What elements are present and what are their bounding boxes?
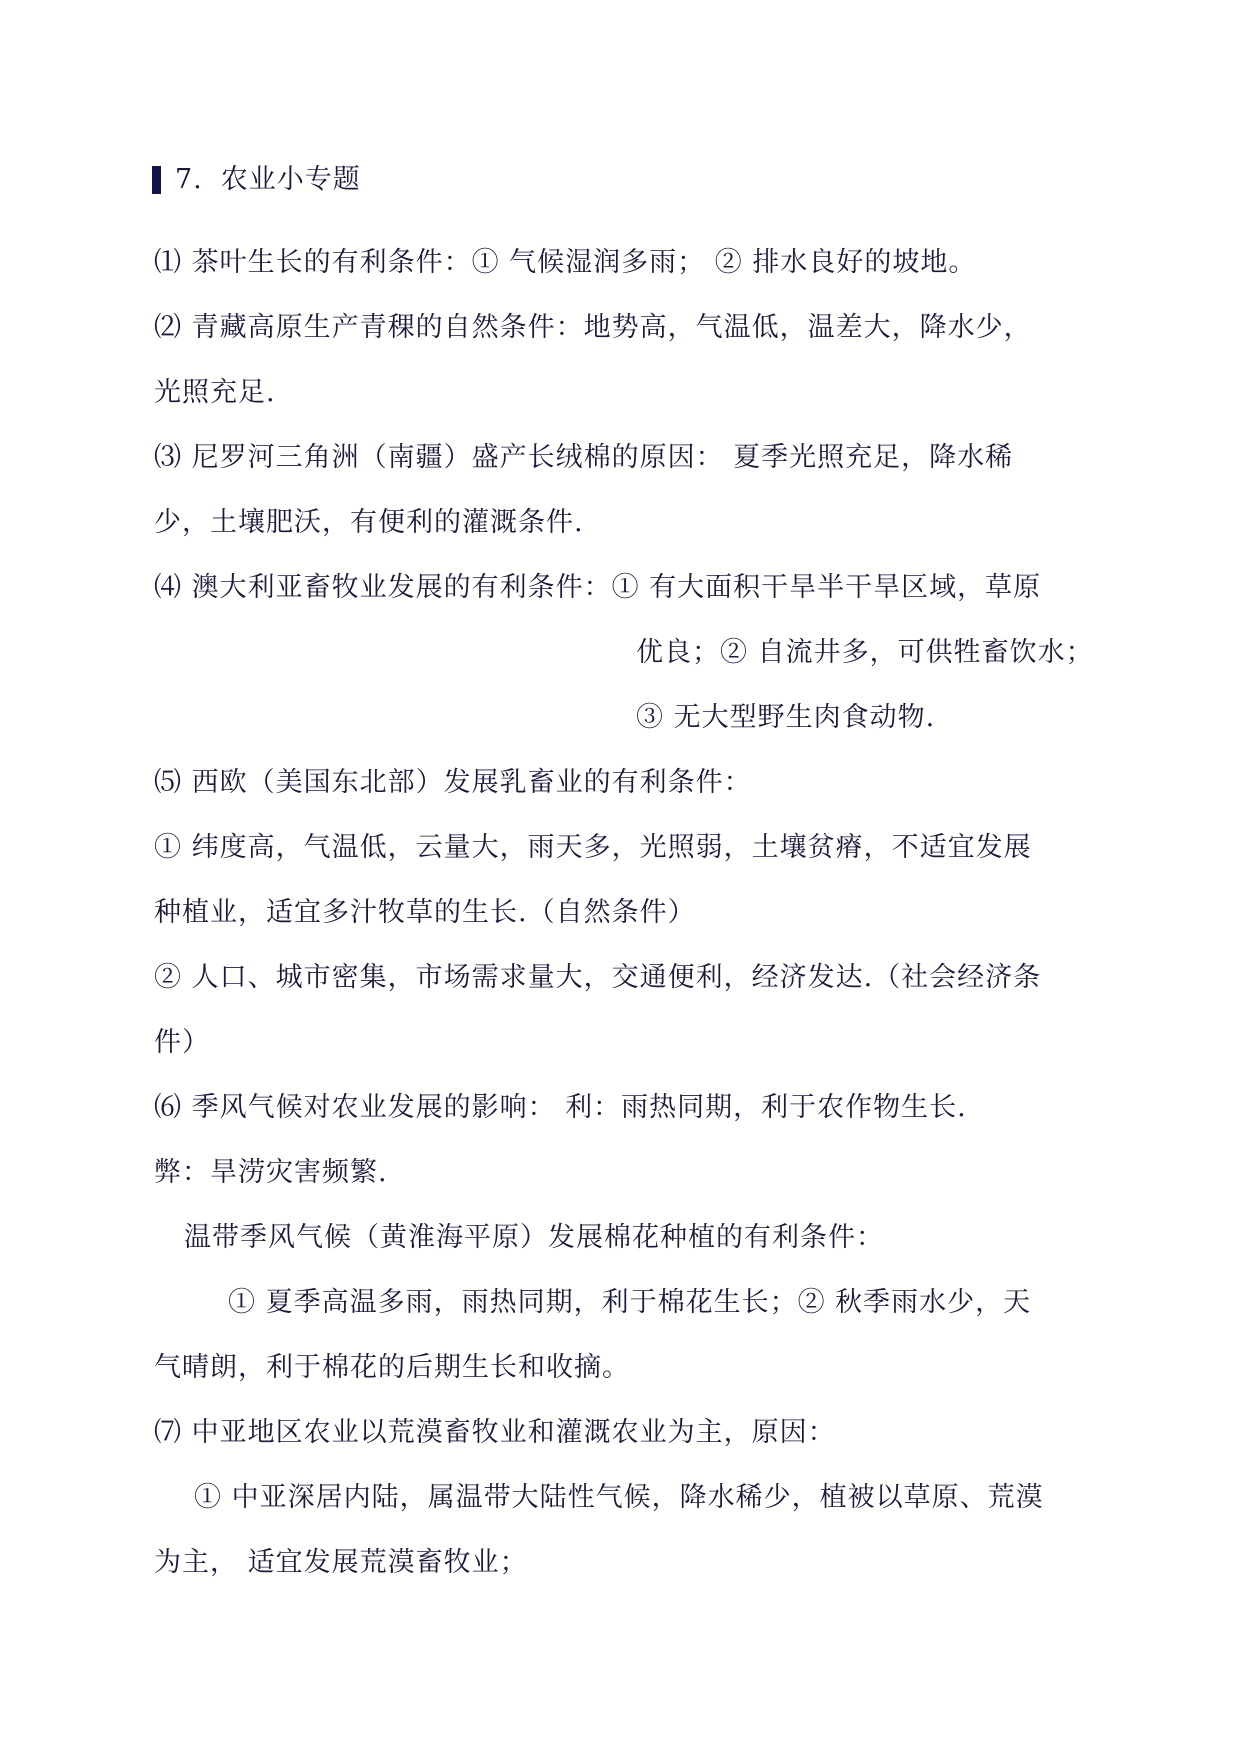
item-5-line-1 bbox=[154, 765, 752, 801]
item-4-line-1 bbox=[154, 570, 1041, 606]
item-2-line-2: 光照充足. bbox=[154, 377, 276, 408]
item-6-line-5: 气晴朗，利于棉花的后期生长和收摘。 bbox=[154, 1352, 630, 1383]
item-label: ⑶ bbox=[154, 442, 182, 473]
item-6-line-2: 弊：旱涝灾害频繁. bbox=[154, 1157, 388, 1188]
item-2-line-1 bbox=[154, 310, 1032, 346]
heading-number: 7. bbox=[175, 164, 203, 195]
item-6-line-3: 温带季风气候（黄淮海平原）发展棉花种植的有利条件： bbox=[184, 1222, 884, 1253]
heading-title: 农业小专题 bbox=[220, 164, 361, 195]
item-1-line-1 bbox=[154, 245, 976, 281]
item-label: ⑴ bbox=[154, 247, 182, 278]
item-label: ⑵ bbox=[154, 312, 182, 343]
item-3-line-2: 少，土壤肥沃，有便利的灌溉条件. bbox=[154, 507, 584, 538]
item-4-line-2: 优良；② 自流井多，可供牲畜饮水； bbox=[636, 637, 1094, 668]
item-label: ⑸ bbox=[154, 767, 182, 798]
item-6-line-1 bbox=[154, 1090, 967, 1126]
item-6-line-4: ① 夏季高温多雨，雨热同期，利于棉花生长；② 秋季雨水少，天 bbox=[228, 1287, 1032, 1318]
item-text: 季风气候对农业发展的影响： 利：雨热同期，利于农作物生长. bbox=[191, 1092, 967, 1123]
item-text: 西欧（美国东北部）发展乳畜业的有利条件： bbox=[191, 767, 752, 798]
item-label: ⑺ bbox=[154, 1417, 182, 1448]
item-text: 中亚地区农业以荒漠畜牧业和灌溉农业为主，原因： bbox=[191, 1417, 836, 1448]
item-5-line-2: ① 纬度高，气温低，云量大，雨天多，光照弱，土壤贫瘠，不适宜发展 bbox=[154, 832, 1032, 863]
item-label: ⑷ bbox=[154, 572, 182, 603]
item-4-line-3: ③ 无大型野生肉食动物. bbox=[636, 702, 936, 733]
item-7-line-2: ① 中亚深居内陆，属温带大陆性气候，降水稀少，植被以草原、荒漠 bbox=[194, 1482, 1044, 1513]
item-3-line-1 bbox=[154, 440, 1013, 476]
item-text: 尼罗河三角洲（南疆）盛产长绒棉的原因： 夏季光照充足，降水稀 bbox=[191, 442, 1014, 473]
item-text: 茶叶生长的有利条件：① 气候湿润多雨； ② 排水良好的坡地。 bbox=[191, 247, 977, 278]
item-5-line-5: 件） bbox=[154, 1027, 210, 1058]
item-7-line-3: 为主， 适宜发展荒漠畜牧业； bbox=[154, 1547, 528, 1578]
item-7-line-1 bbox=[154, 1415, 836, 1451]
item-text: 澳大利亚畜牧业发展的有利条件：① 有大面积干旱半干旱区域，草原 bbox=[191, 572, 1042, 603]
item-5-line-4: ② 人口、城市密集，市场需求量大，交通便利，经济发达.（社会经济条 bbox=[154, 962, 1042, 993]
section-heading bbox=[152, 162, 361, 198]
heading-marker-bar bbox=[152, 166, 161, 194]
item-text: 青藏高原生产青稞的自然条件：地势高，气温低，温差大，降水少， bbox=[191, 312, 1032, 343]
item-5-line-3: 种植业，适宜多汁牧草的生长.（自然条件） bbox=[154, 897, 696, 928]
item-label: ⑹ bbox=[154, 1092, 182, 1123]
